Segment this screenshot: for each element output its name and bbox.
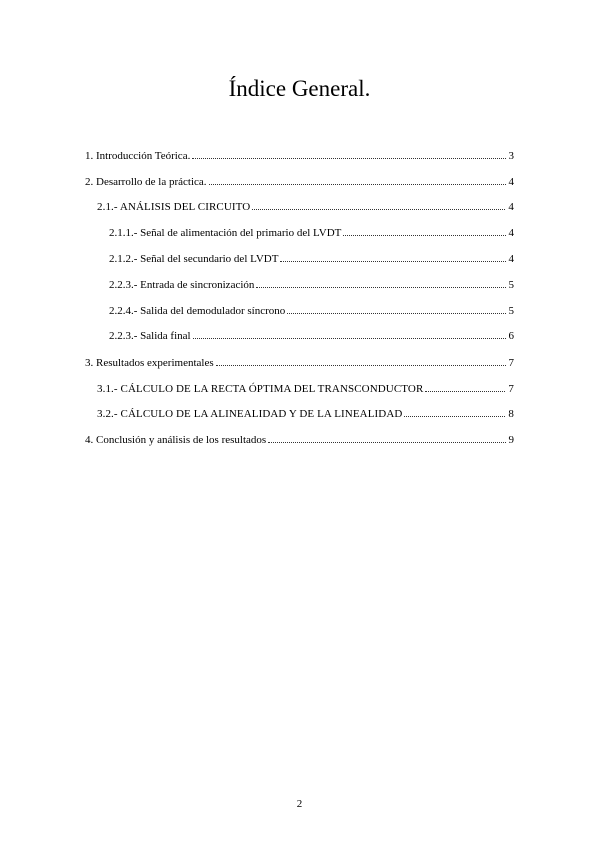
page-title: Índice General. <box>228 76 371 101</box>
toc-entry-page: 4 <box>508 201 514 213</box>
toc-leader-dots <box>252 199 505 210</box>
page-number: 2 <box>296 798 303 810</box>
toc-entry-page: 5 <box>508 305 514 317</box>
toc-entry-label: 3. Resultados experimentales <box>85 357 214 369</box>
toc-entry-page: 8 <box>508 408 514 420</box>
toc-leader-dots <box>216 355 506 366</box>
toc-entry-2-2-3[interactable] <box>109 277 514 291</box>
toc-entry-label: 2.1.1.- Señal de alimentación del primario del LVDT <box>109 227 342 239</box>
toc-entry-label: 3.1.- CÁLCULO DE LA RECTA ÓPTIMA DEL TRANSCONDUCTOR <box>97 383 424 395</box>
toc-entry-page: 7 <box>508 357 514 369</box>
toc-entry-label: 2.1.- ANÁLISIS DEL CIRCUITO <box>97 201 251 213</box>
toc-entry-label: 1. Introducción Teórica. <box>85 150 191 162</box>
toc-leader-dots <box>256 277 505 288</box>
toc-entry-page: 4 <box>508 176 514 188</box>
toc-entry-2-2-3b[interactable] <box>109 328 514 342</box>
toc-entry-page: 3 <box>508 150 514 162</box>
toc-entry-4[interactable] <box>85 432 514 446</box>
toc-leader-dots <box>192 148 505 159</box>
toc-entry-label: 4. Conclusión y análisis de los resultados <box>85 434 267 446</box>
toc-leader-dots <box>193 328 506 339</box>
toc-entry-2[interactable] <box>85 174 514 188</box>
toc-leader-dots <box>425 381 505 392</box>
toc-entry-3-1[interactable] <box>97 381 514 395</box>
toc-entry-label: 2. Desarrollo de la práctica. <box>85 176 207 188</box>
toc-entry-1[interactable] <box>85 148 514 162</box>
toc-leader-dots <box>268 432 505 443</box>
toc-entry-page: 6 <box>508 330 514 342</box>
toc-entry-3-2[interactable] <box>97 406 514 420</box>
toc-entry-page: 5 <box>508 279 514 291</box>
toc-entry-2-1[interactable] <box>97 199 514 213</box>
toc-entry-2-1-2[interactable] <box>109 251 514 265</box>
toc-entry-3[interactable] <box>85 355 514 369</box>
toc-entry-2-2-4[interactable] <box>109 303 514 317</box>
toc-entry-label: 3.2.- CÁLCULO DE LA ALINEALIDAD Y DE LA LINEALIDAD <box>97 408 403 420</box>
toc-leader-dots <box>404 406 505 417</box>
toc-entry-page: 4 <box>508 253 514 265</box>
toc-leader-dots <box>209 174 506 185</box>
toc-entry-label: 2.2.3.- Salida final <box>109 330 191 342</box>
toc-entry-label: 2.2.3.- Entrada de sincronización <box>109 279 255 291</box>
toc-entry-label: 2.2.4.- Salida del demodulador síncrono <box>109 305 286 317</box>
toc-entry-page: 9 <box>508 434 514 446</box>
toc-leader-dots <box>287 303 505 314</box>
toc-entry-2-1-1[interactable] <box>109 225 514 239</box>
toc-leader-dots <box>280 251 505 262</box>
toc-entry-page: 7 <box>508 383 514 395</box>
toc-entry-page: 4 <box>508 227 514 239</box>
toc-leader-dots <box>343 225 505 236</box>
toc-entry-label: 2.1.2.- Señal del secundario del LVDT <box>109 253 279 265</box>
